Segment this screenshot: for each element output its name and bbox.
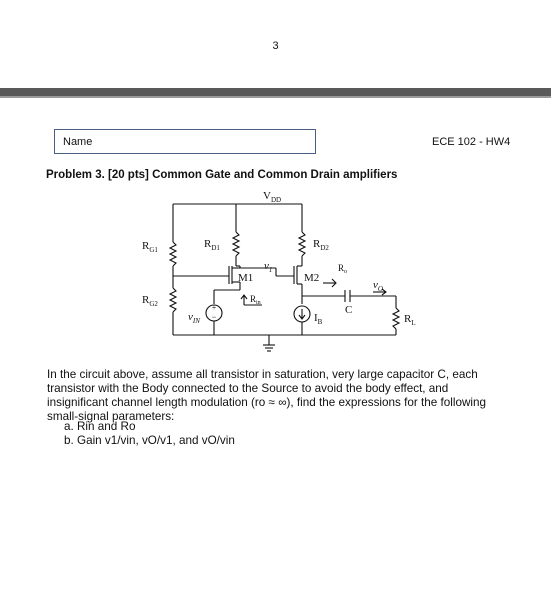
- question-list: [64, 420, 235, 448]
- ib-label: $I_B$: [314, 312, 323, 326]
- rl-label: $R_L$: [404, 313, 416, 327]
- rd1-label: $R_{D1}$: [204, 238, 220, 252]
- rl-resistor: [393, 308, 399, 329]
- rd1-resistor: [233, 232, 239, 256]
- vdd-label: $V_{DD}$: [263, 190, 282, 204]
- svg-text:−: −: [211, 312, 217, 322]
- rg2-resistor: [170, 288, 176, 312]
- problem-title: Problem 3. [20 pts] Common Gate and Common Drain amplifiers: [46, 169, 398, 181]
- rin-label: $R_{in}$: [250, 294, 261, 306]
- capacitor-label: C: [345, 304, 353, 316]
- vo-label: $v_O$: [373, 279, 383, 293]
- question-item-b: b. Gain v1/vin, vO/v1, and vO/vin: [64, 434, 235, 447]
- rg1-resistor: [170, 242, 176, 266]
- page-number: 3: [272, 40, 279, 52]
- m2-label: M2: [304, 272, 320, 284]
- rd2-label: $R_{D2}$: [313, 238, 329, 252]
- course-label: ECE 102 - HW4: [432, 136, 511, 148]
- problem-description: In the circuit above, assume all transistor in saturation, very large capacitor C, each transistor with the Body connected to the Source to avoid the body effect, and insignificant channel length modulation (ro ≈ ∞), find the expressions for the following small-signal parameters:: [47, 368, 486, 423]
- name-label: Name: [63, 136, 93, 148]
- svg-text:+: +: [211, 303, 217, 312]
- vin-label: $v_{IN}$: [188, 311, 200, 325]
- rg1-label: $R_{G1}$: [142, 240, 158, 254]
- v1-label: $v_1$: [264, 260, 273, 274]
- rd2-resistor: [299, 232, 305, 256]
- ro-label: $R_o$: [338, 263, 348, 275]
- m1-label: M1: [238, 272, 254, 284]
- question-item-a: a. Rin and Ro: [64, 420, 136, 433]
- rg2-label: $R_{G2}$: [142, 294, 158, 308]
